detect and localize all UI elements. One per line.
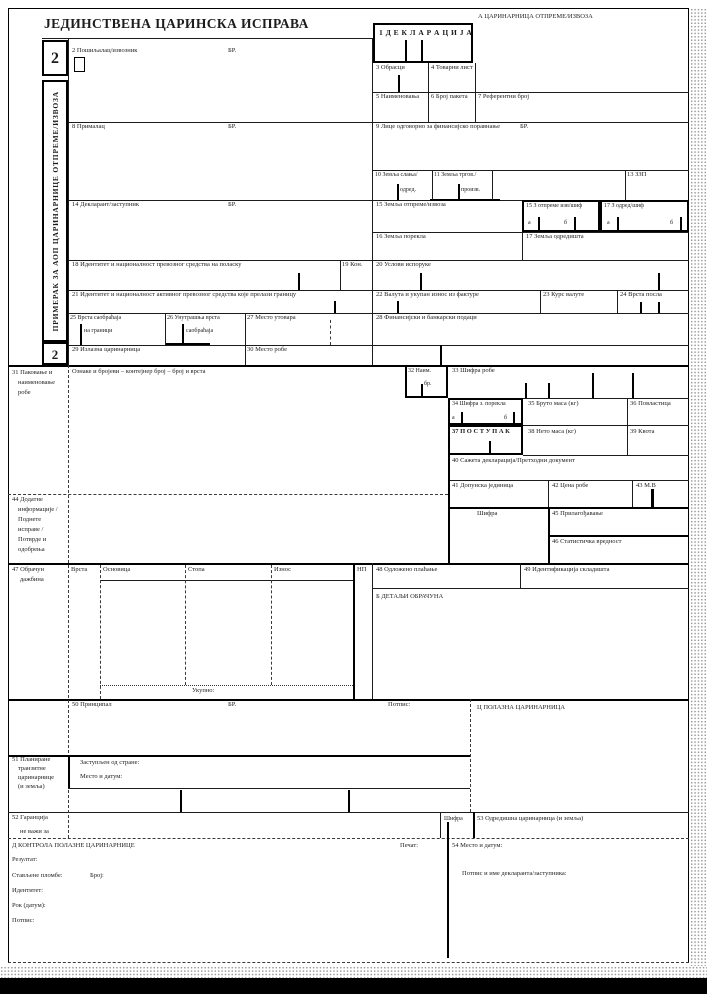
box-31-label-line3: робе xyxy=(18,389,31,396)
grid-line xyxy=(520,563,521,588)
box-33-label: 33 Шифра робе xyxy=(452,367,495,374)
copy-number-box-bottom xyxy=(42,342,68,365)
tick-mark xyxy=(574,217,576,231)
box-45-label: 45 Прилагођавање xyxy=(552,510,603,517)
grid-line xyxy=(68,788,470,789)
box-4-label: 4 Товарни лист xyxy=(431,64,473,71)
box-18-label: 18 Идентитет и националност превозног средства на поласку xyxy=(72,261,242,268)
box-44-label-line4: исправе / xyxy=(18,526,44,533)
box-51-label-line1: 51 Планиране xyxy=(12,756,51,763)
box-2-label: 2 Пошиљалац/извозник xyxy=(72,47,138,54)
grid-line xyxy=(68,38,69,365)
grid-line xyxy=(448,480,689,481)
box-17a-label: 17 З одред/шиф xyxy=(604,203,644,209)
deadline-label: Рок (датум): xyxy=(12,902,46,909)
box-9-br-label: БР. xyxy=(520,123,529,130)
grid-line xyxy=(440,345,442,365)
grid-line xyxy=(373,92,689,93)
box-10-label: 10 Земља слања/ xyxy=(375,172,418,178)
tick-mark xyxy=(421,40,423,62)
grid-line xyxy=(473,812,475,838)
box-28-label: 28 Финансијски и банкарски подаци xyxy=(376,314,477,321)
box-44-label-line3: Поднете xyxy=(18,516,42,523)
box-8-label: 8 Прималац xyxy=(72,123,105,130)
grid-line xyxy=(548,480,549,507)
grid-line xyxy=(353,563,355,699)
copy-strip xyxy=(42,80,68,342)
grid-line xyxy=(523,455,689,456)
box-52-sublabel: не важи за xyxy=(20,828,49,835)
tick-mark xyxy=(680,217,682,231)
grid-line xyxy=(372,563,373,699)
section-c-label: Ц ПОЛАЗНА ЦАРИНАРНИЦА xyxy=(477,704,566,711)
tick-mark xyxy=(405,40,407,62)
box-22-label: 22 Валута и укупан износ из фактуре xyxy=(376,291,479,298)
copy-strip-label: ПРИМЕРАК ЗА АОП ЦАРИНАРНИЦЕ ОТПРЕМЕ/ИЗВОЗА xyxy=(50,90,60,332)
form-title: ЈЕДИНСТВЕНА ЦАРИНСКА ИСПРАВА xyxy=(44,16,309,31)
box-15a-label: 15 З отпреме изв/шиф xyxy=(526,203,583,209)
grid-line xyxy=(68,755,70,788)
box-50-label: 50 Принципал xyxy=(72,701,112,708)
box-25-sublabel: на граници xyxy=(84,328,113,334)
grid-line xyxy=(440,812,441,838)
box-11-sublabel: произв. xyxy=(461,187,481,193)
grid-line xyxy=(447,838,449,958)
box-6-label: 6 Број пакета xyxy=(431,93,468,100)
grid-line xyxy=(245,345,246,365)
copy-number-box-top xyxy=(42,40,68,76)
box-47-label-line1: 47 Обрачун xyxy=(12,566,44,573)
grid-line xyxy=(8,755,470,757)
tick-mark xyxy=(334,301,336,313)
box-44-label-line6: одобрења xyxy=(18,546,45,553)
grid-line xyxy=(432,170,433,200)
grid-line xyxy=(372,588,689,589)
seals-label: Стављене пломбе: xyxy=(12,872,63,879)
grid-line xyxy=(185,565,186,685)
grid-line xyxy=(271,565,272,685)
box-44-label-line5: Потврде и xyxy=(18,536,47,543)
box-51-label-line2: транзитне xyxy=(18,765,46,772)
grid-line xyxy=(625,170,626,200)
result-label: Резултат: xyxy=(12,856,38,863)
tick-mark xyxy=(420,273,422,290)
box-17a-sub-a: а xyxy=(607,220,610,226)
grid-line xyxy=(627,398,628,455)
box-51-label-line4: (и земља) xyxy=(18,783,45,790)
scan-edge-texture-bottom xyxy=(0,966,707,978)
box-42-label: 42 Цена робе xyxy=(552,482,589,489)
tick-mark xyxy=(80,324,82,345)
tick-mark xyxy=(180,790,182,812)
grid-line xyxy=(492,170,493,200)
tick-mark xyxy=(592,373,594,398)
sifra-label: Шифра xyxy=(477,510,498,517)
grid-line xyxy=(340,260,341,290)
box-51-place-date-label: Место и датум: xyxy=(80,773,123,780)
box-36-label: 36 Повластица xyxy=(630,400,671,407)
box-16-label: 16 Земља порекла xyxy=(376,233,426,240)
box-5-label: 5 Наименовања xyxy=(376,93,420,100)
grid-line xyxy=(548,535,689,537)
box-35-label: 35 Бруто маса (кг) xyxy=(528,400,579,407)
copy-number-top: 2 xyxy=(51,50,59,67)
tick-mark xyxy=(651,489,654,507)
tick-mark xyxy=(525,383,527,398)
grid-line xyxy=(8,838,689,839)
box-26-label: 26 Унутрашња врста xyxy=(167,315,220,321)
box-46-label: 46 Статистичка вредност xyxy=(552,538,622,545)
box-47-label-line2: дажбина xyxy=(20,576,44,583)
box-13-label: 13 ЗЗП xyxy=(627,171,647,178)
box-31-label-line1: 31 Паковање и xyxy=(12,369,53,376)
stamp-label: Печат: xyxy=(400,842,419,849)
grid-line xyxy=(8,365,689,367)
section-b-label: Б ДЕТАЉИ ОБРАЧУНА xyxy=(376,593,444,600)
tick-mark xyxy=(397,184,399,200)
box-15a-sub-a: а xyxy=(528,220,531,226)
grid-line xyxy=(428,63,429,122)
col-osnovica-label: Основица xyxy=(103,566,131,573)
box-14-label: 14 Декларант/заступник xyxy=(72,201,140,208)
box-1-declaration xyxy=(373,23,473,63)
box-49-label: 49 Идентификација складишта xyxy=(524,566,610,573)
box-7-label: 7 Референтни број xyxy=(478,93,530,100)
grid-line xyxy=(165,313,166,345)
box-31-label-line2: наименовање xyxy=(18,379,56,386)
box-2-checkbox xyxy=(74,57,85,72)
box-51-represented-label: Заступљен од стране: xyxy=(80,759,140,766)
tick-mark xyxy=(658,302,660,313)
box-3-label: 3 Обрасци xyxy=(376,64,405,71)
box-39-label: 39 Квота xyxy=(630,428,655,435)
grid-line xyxy=(548,507,550,563)
box-48-label: 48 Одложено плаћање xyxy=(376,566,438,573)
grid-line xyxy=(8,563,689,565)
box-52-sifra-label: Шифра xyxy=(444,816,463,822)
tick-mark xyxy=(632,373,634,398)
tick-mark xyxy=(397,301,399,313)
box-32-label: 32 Наим. xyxy=(408,368,432,374)
box-34-label: 34 Шифра з. порекла xyxy=(452,401,506,407)
box-2-br-label: БР. xyxy=(228,47,237,54)
col-vrsta-label: Врста xyxy=(71,566,88,573)
box-54-label: 54 Место и датум: xyxy=(452,842,503,849)
box-20-label: 20 Услови испоруке xyxy=(376,261,431,268)
grid-line xyxy=(8,812,689,813)
box-37-label: 37 П О С Т У П А К xyxy=(452,428,510,435)
declarant-signature-label: Потпис и име декларанта/заступника: xyxy=(462,870,567,877)
box-23-label: 23 Курс валуте xyxy=(543,291,585,298)
tick-mark xyxy=(330,320,331,345)
tick-mark xyxy=(548,383,550,398)
tick-mark xyxy=(461,412,463,423)
box-17-label: 17 Земља одредишта xyxy=(526,233,584,240)
grid-line xyxy=(68,345,689,346)
identity-label: Идентитет: xyxy=(12,887,44,894)
tick-mark xyxy=(182,324,184,345)
tick-mark xyxy=(489,441,491,455)
box-38-label: 38 Нето маса (кг) xyxy=(528,428,576,435)
box-11-label: 11 Земља тргов./ xyxy=(434,172,477,178)
box-29-label: 29 Излазна царинарница xyxy=(72,346,141,353)
tick-mark xyxy=(513,412,515,423)
box-52-label: 52 Гаранција xyxy=(12,814,48,821)
box-32-sublabel: бр. xyxy=(424,381,432,387)
grid-line xyxy=(475,63,476,122)
grid-line xyxy=(100,580,353,581)
tick-mark xyxy=(447,822,449,838)
box-19-label: 19 Кон. xyxy=(342,261,363,268)
box-21-label: 21 Идентитет и националност активног превозног средства које прелази границу xyxy=(72,291,297,298)
box-15a-sub-b: б xyxy=(564,220,568,226)
box-14-br-label: БР. xyxy=(228,201,237,208)
grid-line xyxy=(100,565,101,699)
col-iznos-label: Износ xyxy=(274,566,292,573)
grid-line xyxy=(100,685,353,686)
tick-mark xyxy=(421,384,423,396)
scan-edge-texture-right xyxy=(690,8,707,966)
box-50-br-label: БР. xyxy=(228,701,237,708)
tick-mark xyxy=(458,184,460,200)
box-30-label: 30 Место робе xyxy=(247,346,287,353)
section-a-label: А ЦАРИНАРНИЦА ОТПРЕМЕ/ИЗВОЗА xyxy=(478,13,593,20)
box-50-potpis-label: Потпис: xyxy=(388,701,411,708)
grid-line xyxy=(165,343,210,345)
box-15-label: 15 Земља отпреме/извоза xyxy=(376,201,446,208)
box-17a-sub-b: б xyxy=(670,220,674,226)
box-41-label: 41 Допунска јединица xyxy=(452,482,514,489)
box-51-label-line3: царинарнице xyxy=(18,774,55,781)
tick-mark xyxy=(298,273,300,290)
col-np-label: НП xyxy=(357,566,367,573)
grid-line xyxy=(523,425,689,426)
grid-line xyxy=(540,290,541,313)
box-24-label: 24 Врста посла xyxy=(620,291,662,298)
signature-label: Потпис: xyxy=(12,917,35,924)
grid-line xyxy=(372,38,373,365)
copy-number-bottom: 2 xyxy=(51,347,59,362)
box-53-label: 53 Одредишна царинарница (и земља) xyxy=(477,815,584,822)
grid-line xyxy=(617,290,618,313)
box-43-label: 43 М.В xyxy=(636,482,656,489)
tick-mark xyxy=(538,217,540,231)
box-25-label: 25 Врста саобраћаја xyxy=(70,315,122,321)
grid-line xyxy=(470,699,471,812)
box-34-sub-a: а xyxy=(452,415,455,421)
col-stopa-label: Стопа xyxy=(188,566,205,573)
box-9-label: 9 Лице одговорно за финансијско поравнање xyxy=(376,123,501,130)
box-31-header: Ознаке и бројеви – контејнер број – број и врста xyxy=(72,368,206,375)
tick-mark xyxy=(617,217,619,231)
tick-mark xyxy=(640,302,642,313)
grid-line xyxy=(448,507,689,509)
section-d-label: Д КОНТРОЛА ПОЛАЗНЕ ЦАРИНАРНИЦЕ xyxy=(12,842,135,849)
box-1-label: 1 Д Е К Л А Р А Ц И Ј А xyxy=(379,28,473,37)
grid-line xyxy=(632,480,633,507)
grid-line xyxy=(8,962,689,963)
grid-line xyxy=(8,494,448,495)
grid-line xyxy=(245,313,246,345)
box-44-label-line2: информације / xyxy=(18,506,58,513)
tick-mark xyxy=(658,273,660,290)
box-8-br-label: БР. xyxy=(228,123,237,130)
scan-black-bar xyxy=(0,978,707,994)
box-26-sublabel: саобраћаја xyxy=(186,328,214,334)
box-44-label-line1: 44 Додатне xyxy=(12,496,43,503)
grid-line xyxy=(42,38,373,39)
total-label: Укупно: xyxy=(192,687,215,694)
box-40-label: 40 Сажета декларација/Претходни документ xyxy=(452,457,575,464)
box-10-sublabel: одред. xyxy=(400,187,417,193)
box-27-label: 27 Место утовара xyxy=(247,314,296,321)
seals-number-label: Број: xyxy=(90,872,104,879)
box-34-sub-b: б xyxy=(504,415,508,421)
tick-mark xyxy=(398,75,400,92)
tick-mark xyxy=(348,790,350,812)
